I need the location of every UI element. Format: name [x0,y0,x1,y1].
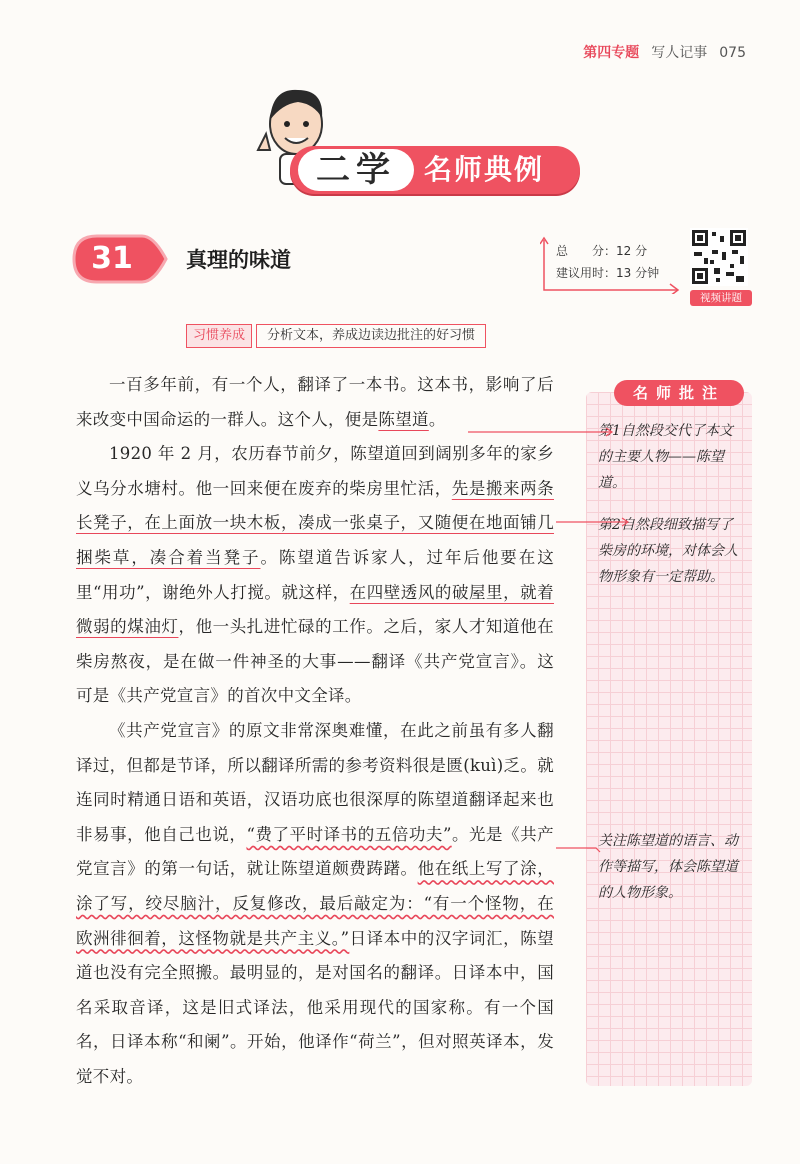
header-topic: 第四专题 [583,45,640,61]
lesson-title: 真理的味道 [186,248,291,272]
p2-text-e: ，他一头扎进忙碌的工作。之后，家人才知道他在柴房熬夜，是在做一件神圣的大事——翻译《共产党宣言》。这可是《共产党宣言》的首次中文全译。 [76,617,554,706]
p3-text-a: 《共产党宣言》的原文非常深奥难懂，在此之前虽有多人翻译过，但都是节译，所以翻译所需的参考资料很是匮(kuì)乏。就连同时精通日语和英语，汉语功底也很深厚的陈望道翻译起来也非易事，他自己也说， [76,720,554,844]
p1-text-c: 。 [428,409,446,429]
paragraph-2 [76,437,554,714]
score-time: 建议用时：13 分钟 [556,266,660,280]
paragraph-1 [76,368,554,437]
annotation-heading: 名师批注 [614,380,744,406]
annotation-note-1: 第1自然段交代了本文的主要人物——陈望道。 [598,423,733,491]
paragraph-3 [76,714,554,1095]
banner-title: 名师典例 [424,153,545,186]
header-subtitle: 写人记事 [651,45,708,61]
article-body [76,368,554,1094]
p2-underlined-environment: 在四壁透风的破屋里，就着微弱的煤油灯 [76,582,554,637]
p2-text-c: 。陈望道告诉家人，过年后他要在这里“用功”，谢绝外人打搅。就这样， [76,547,554,602]
p3-wavy-action: 他在纸上写了涂，涂了写，绞尽脑汁，反复修改，最后敲定为：“有一个怪物，在欧洲徘徊着，这怪物就是共产主义。” [76,859,554,948]
p3-text-e: 日译本中的汉字词汇，陈望道也没有完全照搬。最明显的，是对国名的翻译。日译本中，国名采取音译，这是旧式译法，他采用现代的国家称。有一个国名，日译本称“和阑”。开始，他译作“荷兰”，但对照英译本，发觉不对。 [76,928,554,1086]
p2-text-a: 1920 年 2 月，农历春节前夕，陈望道回到阔别多年的家乡义乌分水塘村。他一回来便在废弃的柴房里忙活， [76,444,554,498]
annotation-note-3: 关注陈望道的语言、动作等描写，体会陈望道的人物形象。 [598,833,738,901]
p1-underlined-name: 陈望道 [378,409,429,429]
score-total: 总 分：12 分 [556,244,648,258]
banner-section-label: 二学 [298,149,414,191]
p1-text-a: 一百多年前，有一个人，翻译了一本书。这本书，影响了后来改变中国命运的一群人。这个人，便是 [76,375,554,429]
habit-text: 分析文本，养成边读边批注的好习惯 [256,324,486,348]
annotation-note-2: 第2自然段细致描写了柴房的环境，对体会人物形象有一定帮助。 [598,517,738,585]
p3-text-c: 。光是《共产党宣言》的第一句话，就让陈望道颇费踌躇。 [76,824,554,879]
lesson-number: 31 [91,241,133,276]
habit-tag: 习惯养成 [186,324,252,348]
p2-underlined-setting: 先是搬来两条长凳子，在上面放一块木板，凑成一张桌子，又随便在地面铺几捆柴草，凑合着当凳子 [76,478,554,567]
page-number: 075 [719,45,746,61]
p3-wavy-quote: “费了平时译书的五倍功夫” [246,824,452,844]
video-explain-label[interactable]: 视频讲题 [690,290,752,306]
